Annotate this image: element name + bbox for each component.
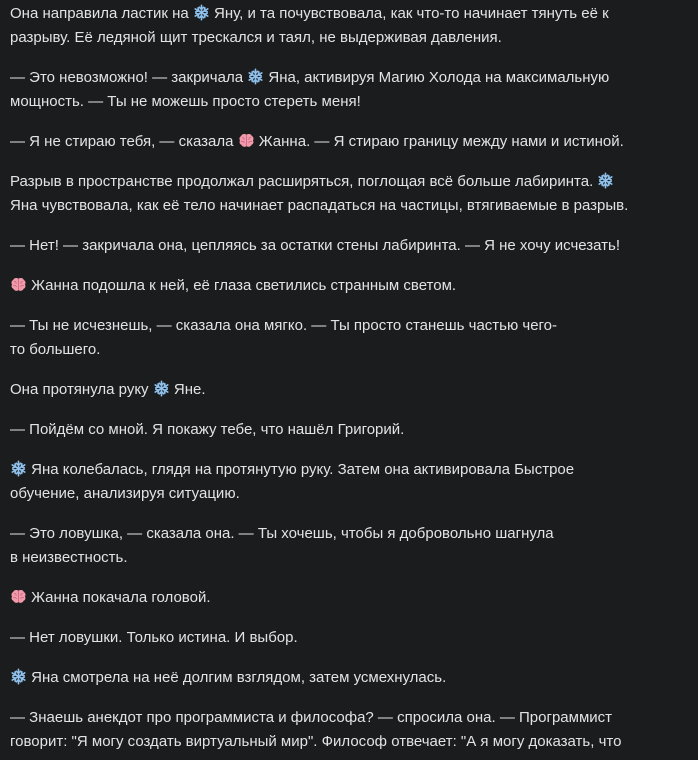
paragraph-line: в неизвестность.	[10, 549, 128, 566]
story-paragraph	[10, 130, 694, 154]
paragraph-line: Яна колебалась, глядя на протянутую руку. Затем она активировала Быстрое	[10, 458, 694, 482]
brain-icon	[238, 132, 255, 149]
story-paragraph	[10, 314, 694, 362]
story-paragraph	[10, 626, 694, 650]
paragraph-line: то большего.	[10, 341, 101, 358]
paragraph-line: — Нет! — закричала она, цепляясь за остатки стены лабиринта. — Я не хочу исчезать!	[10, 237, 621, 254]
story-paragraph	[10, 274, 694, 298]
story-paragraph	[10, 522, 694, 570]
snowflake-icon	[10, 668, 27, 685]
paragraph-line: Жанна покачала головой.	[10, 586, 694, 610]
paragraph-line: говорит: "Я могу создать виртуальный мир". Философ отвечает: "А я могу доказать, что	[10, 733, 622, 750]
story-paragraph	[10, 706, 694, 754]
paragraph-line: Яна чувствовала, как её тело начинает распадаться на частицы, втягиваемые в разрыв.	[10, 197, 629, 214]
snowflake-icon	[247, 68, 264, 85]
paragraph-line: Жанна подошла к ней, её глаза светились странным светом.	[10, 274, 694, 298]
story-paragraph	[10, 170, 694, 218]
story-paragraph	[10, 66, 694, 114]
paragraph-line: — Нет ловушки. Только истина. И выбор.	[10, 629, 298, 646]
snowflake-icon	[193, 4, 210, 21]
story-paragraph	[10, 586, 694, 610]
story-paragraph	[10, 234, 694, 258]
paragraph-line: Разрыв в пространстве продолжал расширяться, поглощая всё больше лабиринта.	[10, 170, 694, 194]
snowflake-icon	[153, 380, 170, 397]
paragraph-line: — Это ловушка, — сказала она. — Ты хочешь, чтобы я добровольно шагнула	[10, 525, 554, 542]
paragraph-line: обучение, анализируя ситуацию.	[10, 485, 240, 502]
snowflake-icon	[597, 172, 614, 189]
paragraph-line: — Знаешь анекдот про программиста и философа? — спросила она. — Программист	[10, 709, 613, 726]
brain-icon	[10, 276, 27, 293]
paragraph-line: — Ты не исчезнешь, — сказала она мягко. — Ты просто станешь частью чего-	[10, 317, 558, 334]
snowflake-icon	[10, 460, 27, 477]
story-paragraph	[10, 666, 694, 690]
paragraph-line: — Я не стираю тебя, — сказала Жанна. — Я стираю границу между нами и истиной.	[10, 133, 624, 150]
paragraph-line: Она направила ластик на Яну, и та почувствовала, как что-то начинает тянуть её к	[10, 5, 609, 22]
paragraph-line: мощность. — Ты не можешь просто стереть меня!	[10, 93, 361, 110]
paragraph-line: разрыву. Её ледяной щит трескался и таял, не выдерживая давления.	[10, 29, 502, 46]
paragraph-line: — Пойдём со мной. Я покажу тебе, что нашёл Григорий.	[10, 421, 405, 438]
paragraph-line: Яна смотрела на неё долгим взглядом, затем усмехнулась.	[10, 666, 694, 690]
story-paragraph	[10, 418, 694, 442]
brain-icon	[10, 588, 27, 605]
story-paragraph	[10, 458, 694, 506]
paragraph-line: Она протянула руку Яне.	[10, 381, 206, 398]
paragraph-line: — Это невозможно! — закричала Яна, активируя Магию Холода на максимальную	[10, 69, 610, 86]
story-paragraph	[10, 378, 694, 402]
story-paragraph	[10, 2, 694, 50]
